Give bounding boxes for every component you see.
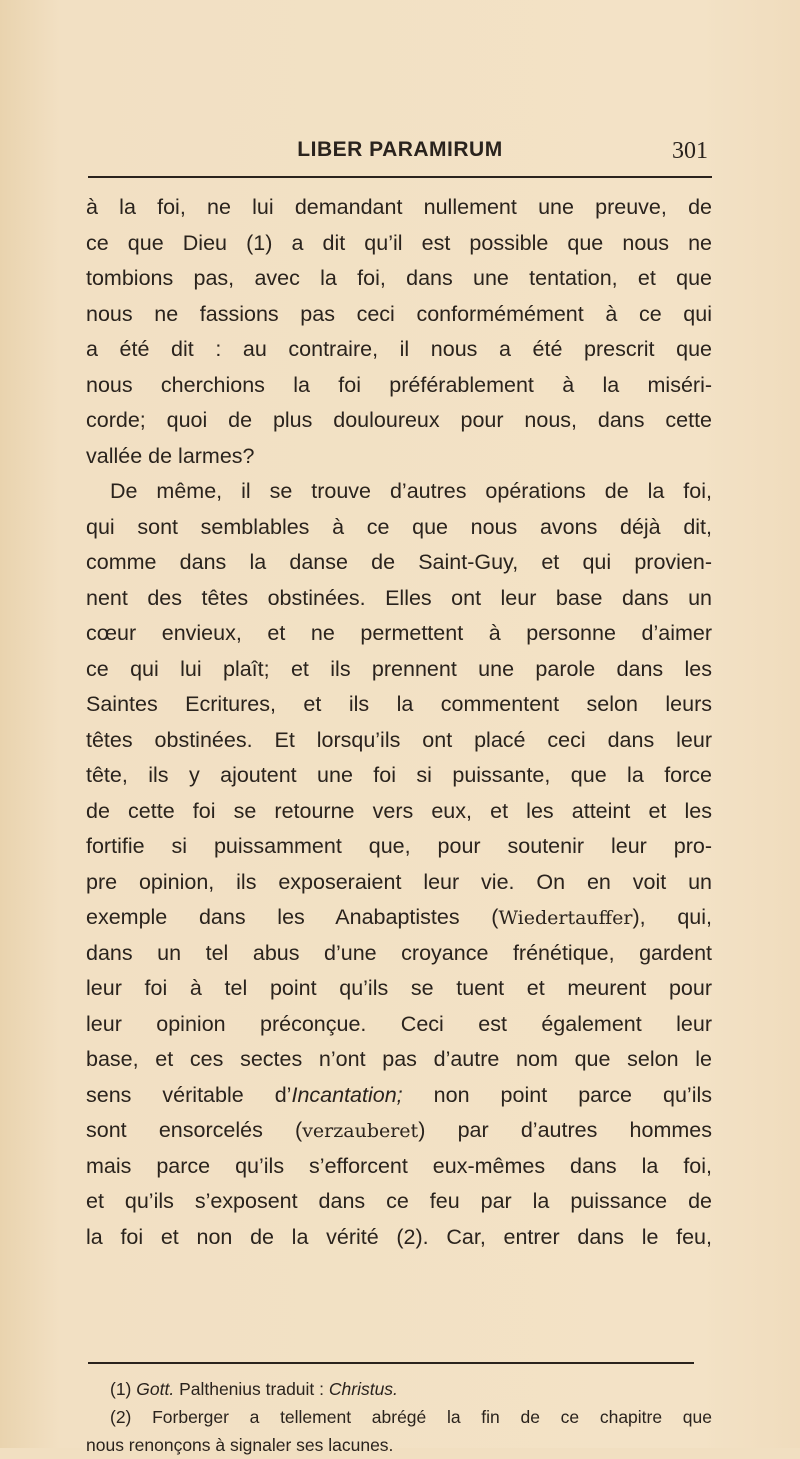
text-line: à la foi, ne lui demandant nullement une preuve, de xyxy=(86,195,712,219)
text-line-ensorceles xyxy=(86,1113,712,1149)
text-line: têtes obstinées. Et lorsqu’ils ont placé ceci dans leur xyxy=(86,727,712,752)
text-segment: non point parce qu’ils xyxy=(402,1082,712,1107)
text-line: nous cherchions la foi préférablement à la miséri- xyxy=(86,372,712,397)
footnote-marker: (1) xyxy=(110,1379,132,1399)
text-segment: ) par d’autres hommes xyxy=(418,1118,712,1142)
paragraph-start-line: De même, il se trouve d’autres opérations de la foi, xyxy=(110,479,712,503)
text-line: nent des têtes obstinées. Elles ont leur base dans un xyxy=(86,585,712,610)
text-segment: exemple dans les Anabaptistes ( xyxy=(86,905,499,929)
text-line: ce que Dieu (1) a dit qu’il est possible que nous ne xyxy=(86,230,712,255)
text-line: tête, ils y ajoutent une foi si puissante, que la force xyxy=(86,763,712,787)
footnote-2-continued: nous renonçons à signaler ses lacunes. xyxy=(86,1435,394,1455)
text-line: vallée de larmes? xyxy=(86,443,255,468)
text-line: a été dit : au contraire, il nous a été prescrit que xyxy=(86,337,712,361)
text-line: fortifie si puissamment que, pour soutenir leur pro- xyxy=(86,834,712,858)
text-segment: sont ensorcelés ( xyxy=(86,1118,303,1142)
text-line: leur opinion préconçue. Ceci est également leur xyxy=(86,1011,712,1036)
text-line: et qu’ils s’exposent dans ce feu par la puissance de xyxy=(86,1189,712,1213)
text-line: de cette foi se retourne vers eux, et les atteint et les xyxy=(86,798,712,823)
text-segment: ), qui, xyxy=(632,905,712,929)
text-line-incantation xyxy=(86,1078,712,1114)
footnote-1 xyxy=(86,1375,712,1403)
italic-term: Incantation; xyxy=(291,1082,403,1107)
page-header xyxy=(88,138,712,172)
text-line: comme dans la danse de Saint-Guy, et qui provien- xyxy=(86,550,712,574)
footnote-text: Palthenius traduit : xyxy=(174,1379,329,1399)
text-line: leur foi à tel point qu’ils se tuent et meurent pour xyxy=(86,976,712,1000)
german-term: Wiedertauffer xyxy=(498,907,633,929)
page-number: 301 xyxy=(672,138,708,164)
text-line: qui sont semblables à ce que nous avons déjà dit, xyxy=(86,514,712,539)
text-line-anabaptists xyxy=(86,900,712,936)
text-line: ce qui lui plaît; et ils prennent une parole dans les xyxy=(86,656,712,681)
text-line: dans un tel abus d’une croyance frénétique, gardent xyxy=(86,940,712,965)
footnote-rule xyxy=(88,1362,694,1364)
text-line: corde; quoi de plus douloureux pour nous, dans cette xyxy=(86,408,712,432)
footnotes xyxy=(86,1375,712,1459)
footnote-2: (2) Forberger a tellement abrégé la fin de ce chapitre que xyxy=(110,1407,712,1427)
footnote-italic: Christus. xyxy=(328,1379,398,1399)
text-segment: sens véritable d’ xyxy=(86,1082,292,1107)
header-rule xyxy=(88,176,712,178)
text-line: nous ne fassions pas ceci conformémément à ce qui xyxy=(86,301,712,326)
running-title: LIBER PARAMIRUM xyxy=(297,138,503,161)
text-line: Saintes Ecritures, et ils la commentent selon leurs xyxy=(86,692,712,716)
body-text xyxy=(86,190,712,1255)
text-line: mais parce qu’ils s’efforcent eux-mêmes dans la foi, xyxy=(86,1153,712,1178)
text-line: la foi et non de la vérité (2). Car, entrer dans le feu, xyxy=(86,1224,712,1249)
german-term: verzauberet xyxy=(302,1120,419,1142)
text-line: pre opinion, ils exposeraient leur vie. On en voit un xyxy=(86,869,712,894)
footnote-italic: Gott. xyxy=(136,1379,175,1399)
text-line: cœur envieux, et ne permettent à personne d’aimer xyxy=(86,621,712,645)
text-line: tombions pas, avec la foi, dans une tentation, et que xyxy=(86,266,712,290)
text-line: base, et ces sectes n’ont pas d’autre nom que selon le xyxy=(86,1047,712,1071)
